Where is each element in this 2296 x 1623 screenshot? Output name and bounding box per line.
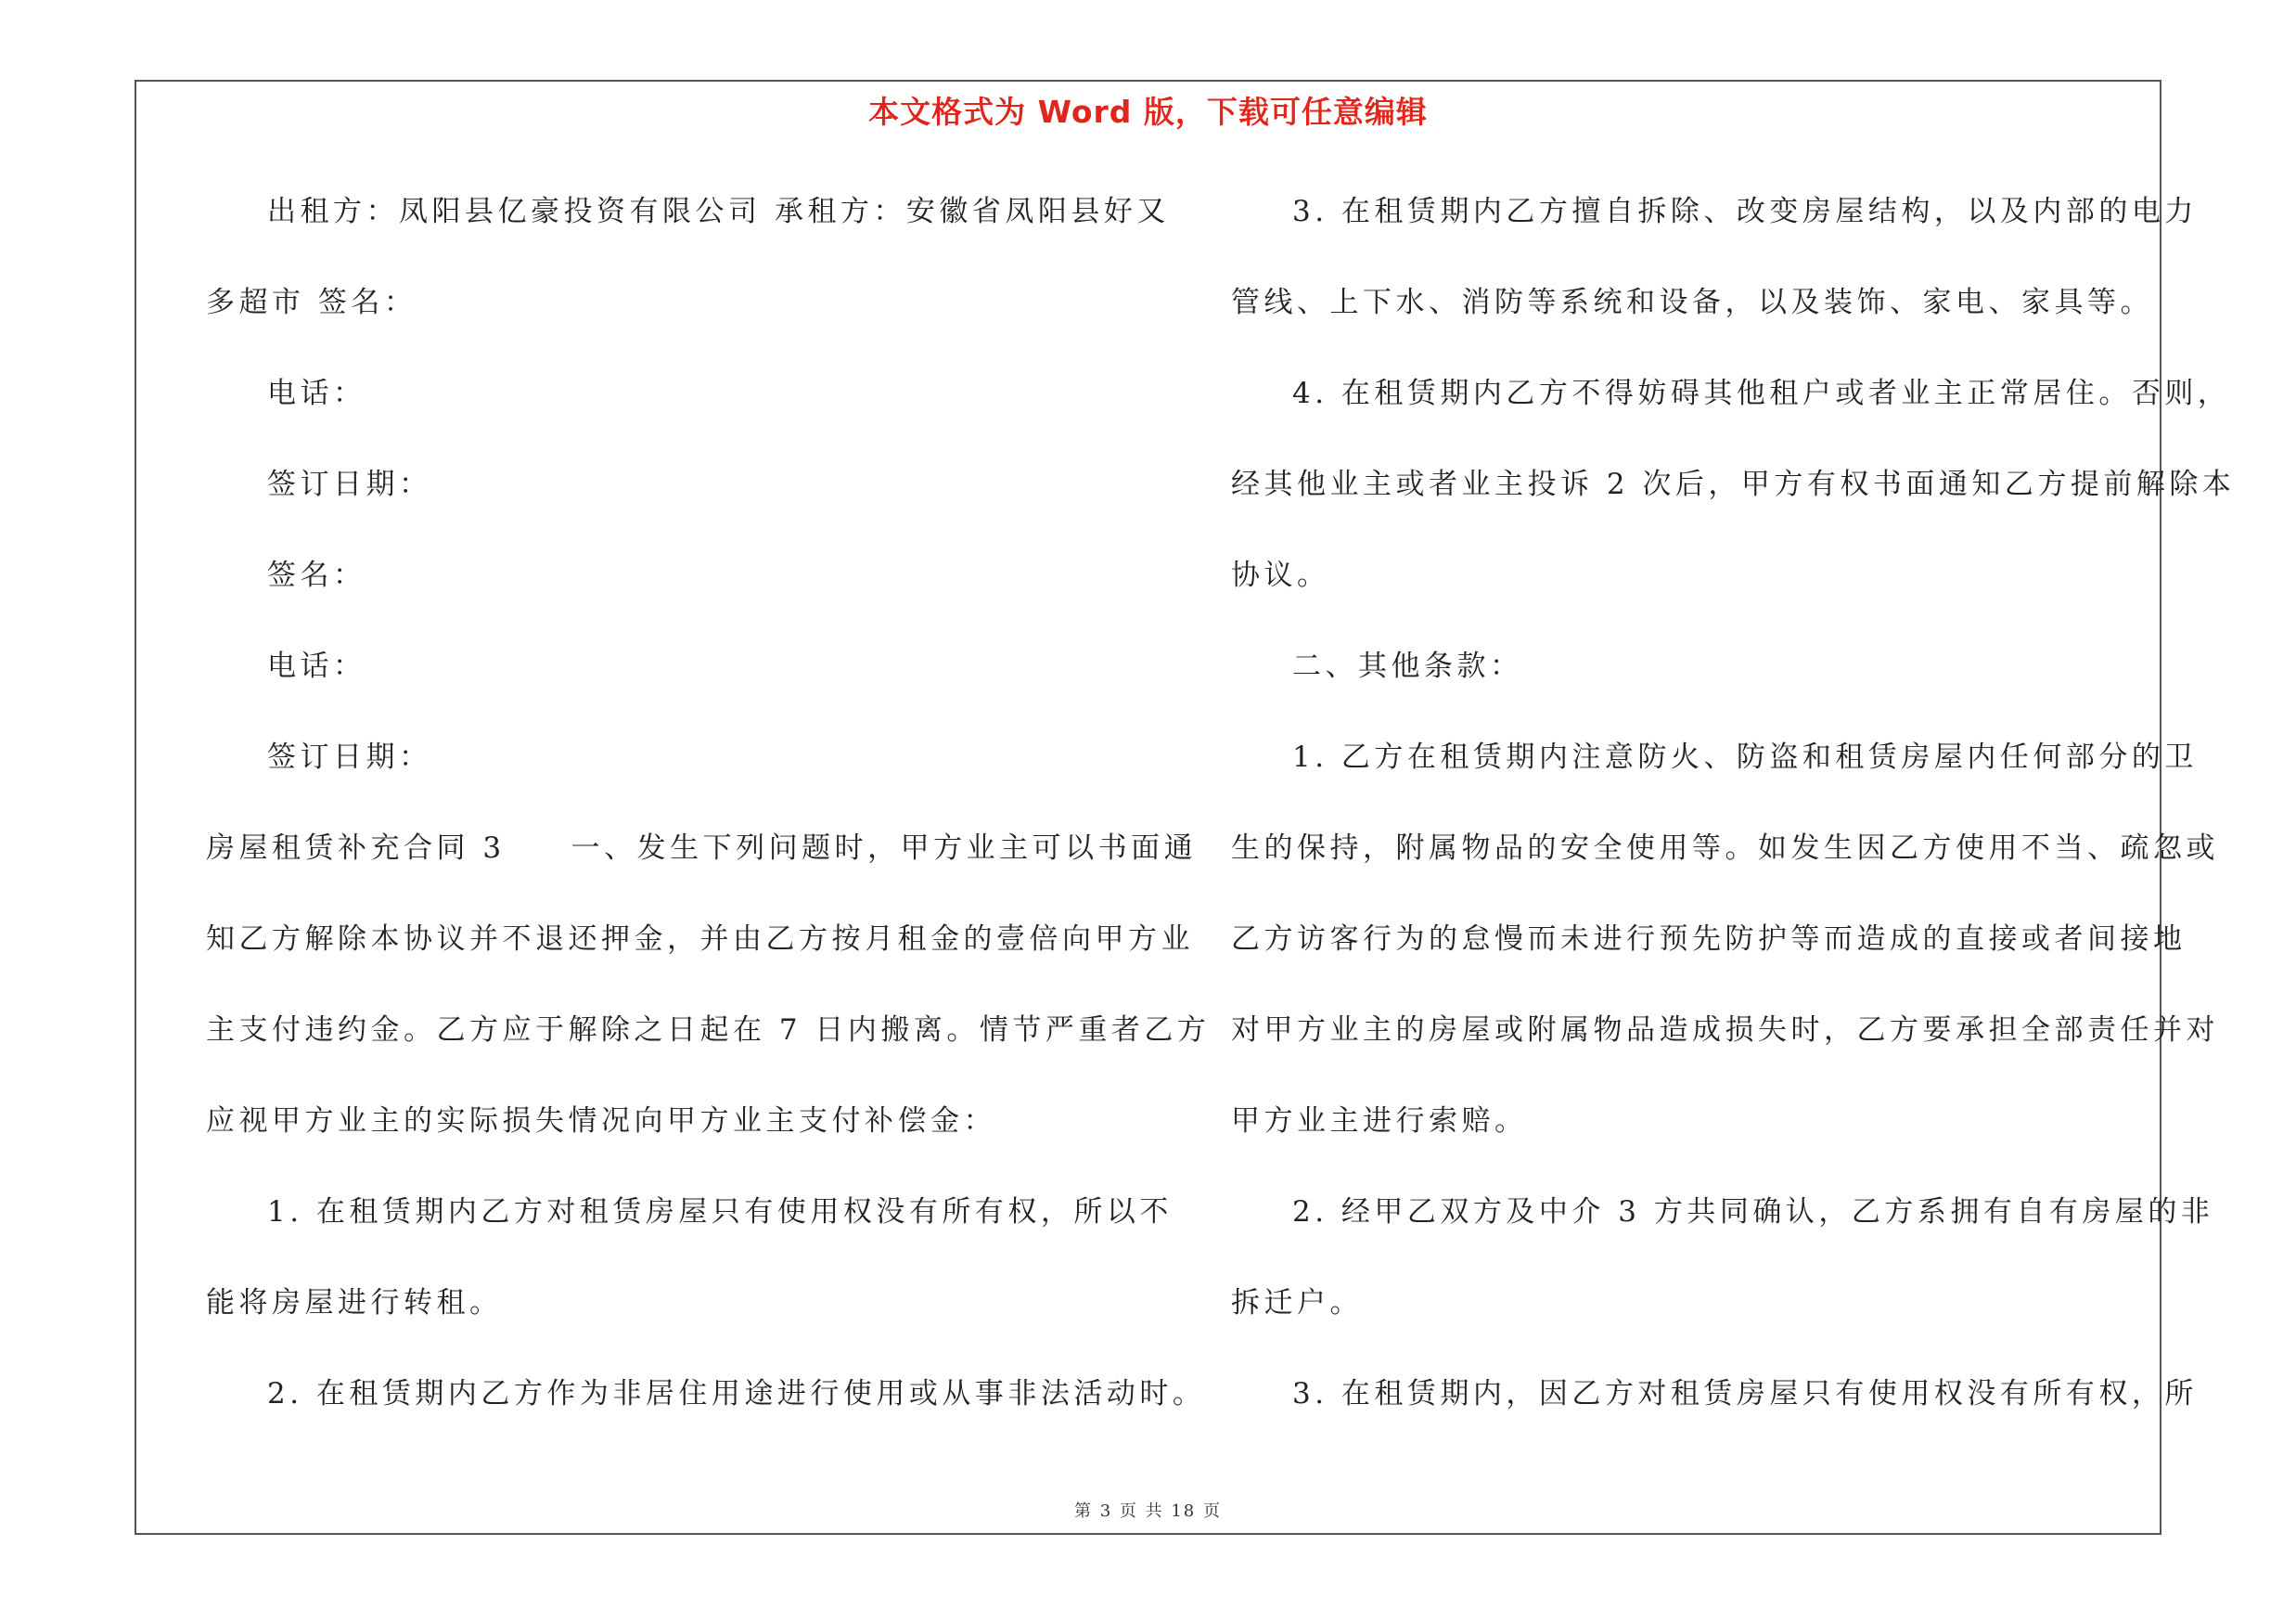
- text-line: 拆迁户。: [1231, 1286, 1363, 1320]
- text-line: 出租方：凤阳县亿豪投资有限公司 承租方：安徽省凤阳县好又: [267, 195, 1170, 228]
- text-line: 签订日期：: [267, 741, 432, 774]
- format-banner: 本文格式为 Word 版，下载可任意编辑: [868, 94, 1428, 130]
- text-line: 协议。: [1231, 559, 1330, 592]
- page-footer: 第 3 页 共 18 页: [1074, 1501, 1222, 1521]
- text-line: 签名：: [267, 559, 366, 592]
- text-line: 签订日期：: [267, 468, 432, 501]
- text-line: 经其他业主或者业主投诉 2 次后，甲方有权书面通知乙方提前解除本: [1231, 468, 2236, 501]
- text-line: 多超市 签名：: [206, 286, 417, 319]
- text-line: 知乙方解除本协议并不退还押金，并由乙方按月租金的壹倍向甲方业: [206, 922, 1194, 956]
- text-line: 2. 在租赁期内乙方作为非居住用途进行使用或从事非法活动时。: [267, 1377, 1206, 1410]
- text-line: 对甲方业主的房屋或附属物品造成损失时，乙方要承担全部责任并对: [1231, 1013, 2219, 1047]
- left-column: [206, 186, 1211, 1459]
- text-line: 2. 经甲乙双方及中介 3 方共同确认，乙方系拥有自有房屋的非: [1292, 1195, 2214, 1229]
- text-line: 1. 在租赁期内乙方对租赁房屋只有使用权没有所有权，所以不: [267, 1195, 1173, 1229]
- text-line: 二、其他条款：: [1292, 650, 1523, 683]
- text-line: 3. 在租赁期内乙方擅自拆除、改变房屋结构，以及内部的电力: [1292, 195, 2198, 228]
- text-line: 应视甲方业主的实际损失情况向甲方业主支付补偿金：: [206, 1104, 996, 1138]
- text-line: 乙方访客行为的怠慢而未进行预先防护等而造成的直接或者间接地: [1231, 922, 2187, 956]
- text-line: 生的保持，附属物品的安全使用等。如发生因乙方使用不当、疏忽或: [1231, 831, 2219, 865]
- text-line: 4. 在租赁期内乙方不得妨碍其他租户或者业主正常居住。否则，: [1292, 377, 2231, 410]
- text-line: 主支付违约金。乙方应于解除之日起在 7 日内搬离。情节严重者乙方: [206, 1013, 1211, 1047]
- text-line: 能将房屋进行转租。: [206, 1286, 503, 1320]
- right-column: [1231, 186, 2236, 1459]
- text-line: 房屋租赁补充合同 3 一、发生下列问题时，甲方业主可以书面通: [206, 831, 1198, 865]
- text-line: 管线、上下水、消防等系统和设备，以及装饰、家电、家具等。: [1231, 286, 2153, 319]
- text-line: 1. 乙方在租赁期内注意防火、防盗和租赁房屋内任何部分的卫: [1292, 741, 2198, 774]
- text-line: 电话：: [267, 377, 366, 410]
- text-line: 3. 在租赁期内，因乙方对租赁房屋只有使用权没有所有权，所: [1292, 1377, 2198, 1410]
- text-line: 甲方业主进行索赔。: [1231, 1104, 1528, 1138]
- text-line: 电话：: [267, 650, 366, 683]
